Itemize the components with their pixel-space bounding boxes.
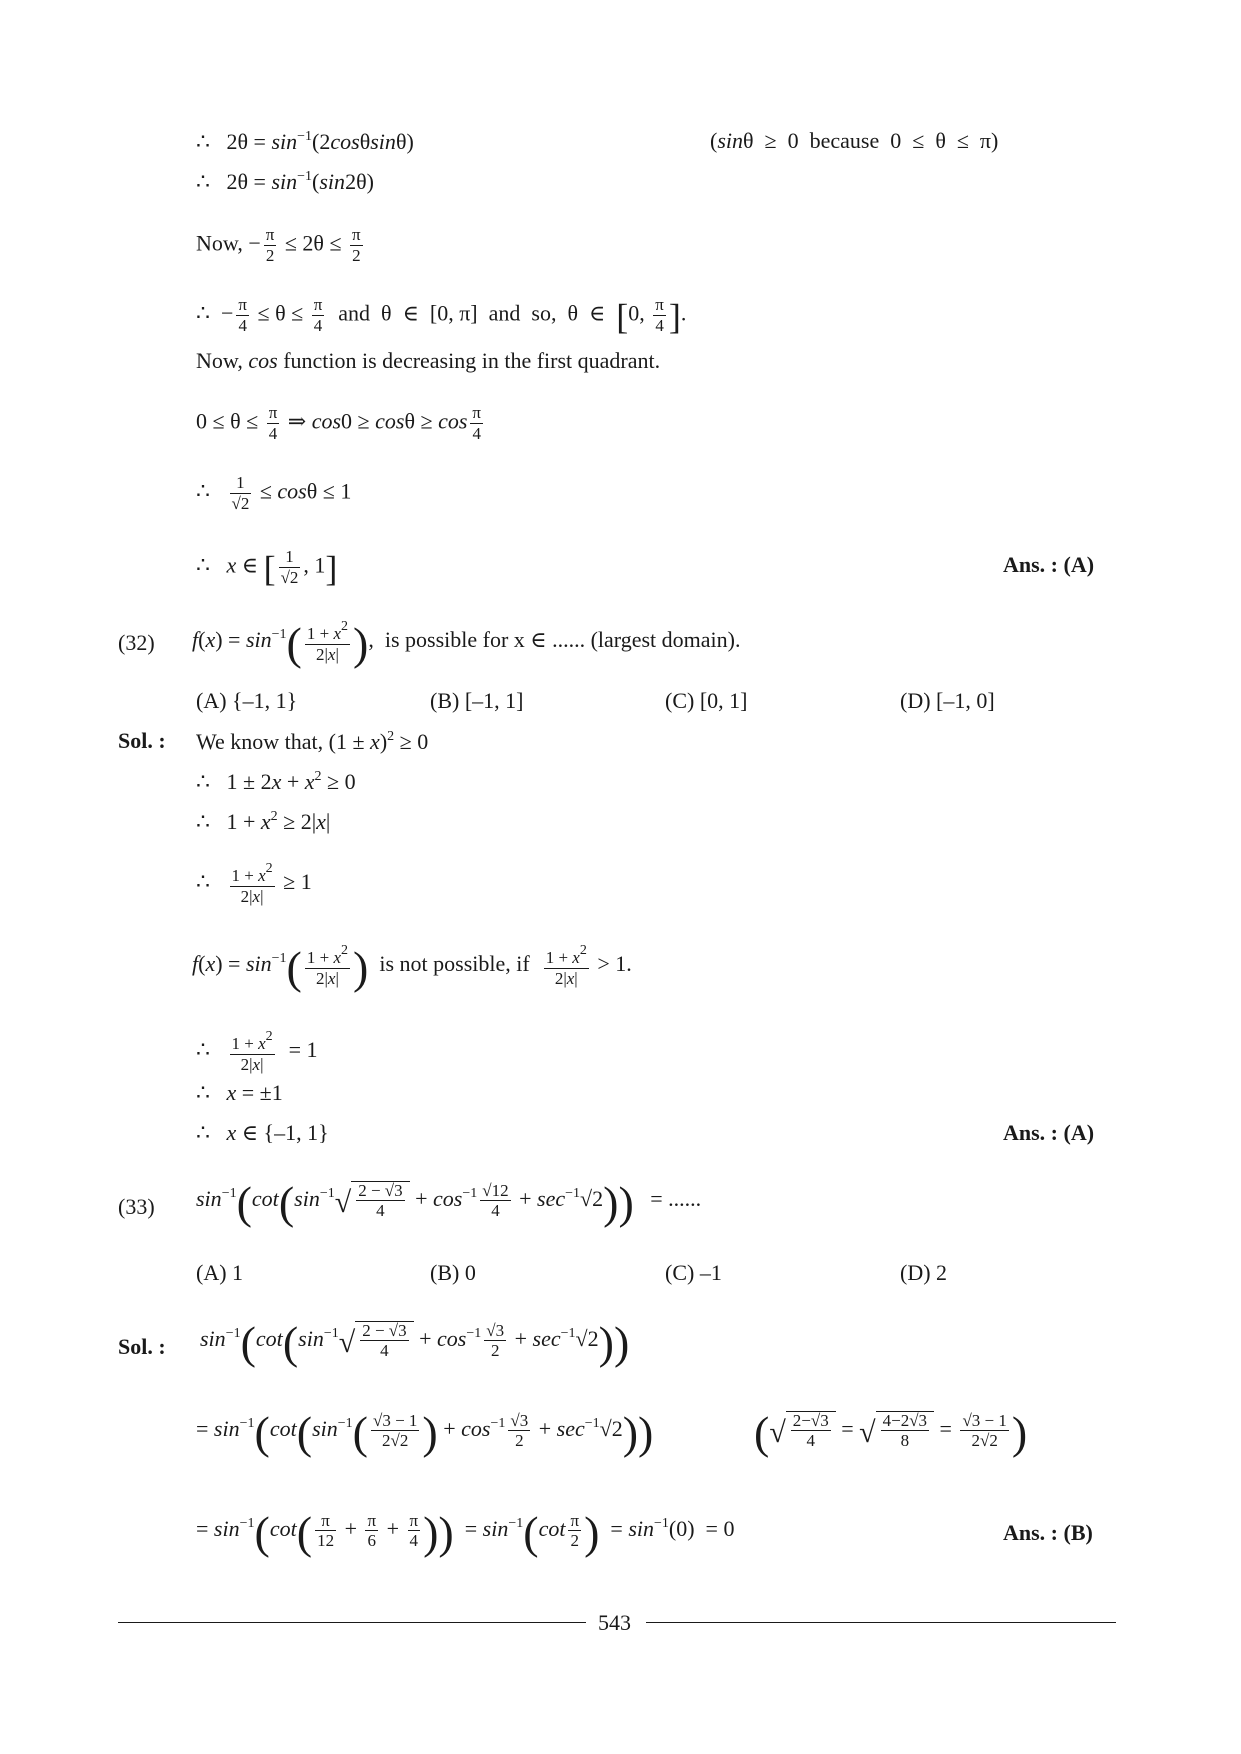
line-6: 0 ≤ θ ≤ $\frac{\pi}{4}$ ⇒ cos0 ≥ cosθ ≥ cos $\frac{\pi}{4}$	[196, 403, 481, 443]
footer-rule-left	[118, 1622, 586, 1623]
answer-31: Ans. : (A)	[1003, 552, 1095, 577]
q32-sol-line-2: ∴ $1 \pm 2x + x^2 \ge 0$	[196, 769, 356, 794]
q33-sol-line-1: $\sin^{-1}(\cot(\sin^{-1}√$ $\frac{2 - √3}{4}$ + $\cos^{-1}$ $\frac{√3}{2}$ + $\sec^{-1}√2$))	[200, 1317, 630, 1368]
question-33-text: $\sin^{-1}(\cot(\sin^{-1}√$ $\frac{2 - √3}{4}$ + $\cos^{-1}$ $\frac{√12}{4}$ + $\sec^{-1}√2$)) = ......	[196, 1177, 702, 1228]
line-1-note: (sinθ ≥ 0 because 0 ≤ θ ≤ π)	[710, 128, 999, 153]
q33-option-c: (C) –1	[665, 1260, 722, 1285]
q33-option-b: (B) 0	[430, 1260, 476, 1285]
q32-option-d: (D) [–1, 0]	[900, 688, 995, 713]
question-32-number: (32)	[118, 630, 155, 655]
q32-sol-line-7: ∴ x = ±1	[196, 1080, 283, 1105]
q33-sol-label: Sol. :	[118, 1334, 166, 1359]
q33-option-a: (A) 1	[196, 1260, 244, 1285]
q32-sol-label: Sol. :	[118, 728, 166, 753]
q32-sol-line-3: ∴ $1 + x^2 \ge 2|x|$	[196, 809, 331, 834]
question-32-tail: is possible for x ∈ ...... (largest domain).	[384, 626, 741, 652]
line-5: Now, cos function is decreasing in the first quadrant.	[196, 348, 661, 373]
line-1: ∴ $2\theta = \sin^{-1}(2\cos\theta\sin\theta)$	[196, 129, 414, 154]
q33-sol-line-2: = $\sin^{-1}(\cot(\sin^{-1}$( $\frac{√3 - 1}{2√2}$ ) + $\cos^{-1}$ $\frac{√3}{2}$ + $\sec^{-1}√2$))	[196, 1407, 654, 1458]
q33-sol-side-note: (√ $\frac{2-√3}{4}$ = √ $\frac{4-2√3}{8}$ = $\frac{√3 - 1}{2√2}$ )	[754, 1407, 1028, 1458]
question-32-text: $f(x) = \sin^{-1}$( $\frac{1 + x^2}{2|x|}$ ), is possible for x ∈ ...... (largest domain).	[192, 617, 741, 669]
line-7: ∴ $\frac{1}{√2}$ ≤ cosθ ≤ 1	[196, 473, 352, 513]
q32-option-a: (A) {–1, 1}	[196, 688, 298, 713]
q32-option-b: (B) [–1, 1]	[430, 688, 524, 713]
q32-sol-line-1: We know that, $(1 \pm x)^2 \ge 0$	[196, 729, 429, 754]
q32-sol-line-5-mid: is not possible, if	[379, 950, 530, 976]
question-33-number: (33)	[118, 1194, 155, 1219]
line-4: ∴ − $\frac{\pi}{4}$ ≤ θ ≤ $\frac{\pi}{4}$ and θ ∈ [0, π] and so, θ ∈ [0, $\frac{\pi}{4}$ ].	[196, 295, 687, 337]
line-8: ∴ x ∈ [ $\frac{1}{√2}$ , 1]	[196, 547, 338, 589]
q33-sol-line-3: = $\sin^{-1}(\cot$( $\frac{\pi}{12}$ + $\frac{\pi}{6}$ + $\frac{\pi}{4}$ )) = $\sin^{-1}(\cot$ $\frac{\pi}{2}$ ) = $\sin^{-1}(0) = 0$	[196, 1507, 735, 1558]
q33-option-d: (D) 2	[900, 1260, 948, 1285]
answer-32: Ans. : (A)	[1003, 1120, 1095, 1145]
q32-option-c: (C) [0, 1]	[665, 688, 748, 713]
q32-sol-line-6: ∴ $\frac{1 + x^2}{2|x|}$ = 1	[196, 1029, 318, 1074]
page-number: 543	[598, 1610, 631, 1635]
q32-sol-line-5-end: > 1.	[597, 950, 632, 976]
line-2: ∴ $2\theta = \sin^{-1}(\sin 2\theta)$	[196, 169, 374, 194]
q32-sol-line-4: ∴ $\frac{1 + x^2}{2|x|}$ ≥ 1	[196, 861, 312, 906]
line-3: Now, − $\frac{\pi}{2}$ ≤ 2θ ≤ $\frac{\pi}{2}$	[196, 225, 361, 265]
answer-33: Ans. : (B)	[1003, 1520, 1093, 1545]
footer-rule-right	[646, 1622, 1116, 1623]
q32-sol-line-8: ∴ x ∈ {–1, 1}	[196, 1120, 329, 1145]
question-33-tail: = ......	[650, 1186, 702, 1211]
q32-sol-line-5: $f(x) = \sin^{-1}$( $\frac{1 + x^2}{2|x|}$ ) is not possible, if $\frac{1 + x^2}{2|x|}$ > 1.	[192, 941, 632, 993]
